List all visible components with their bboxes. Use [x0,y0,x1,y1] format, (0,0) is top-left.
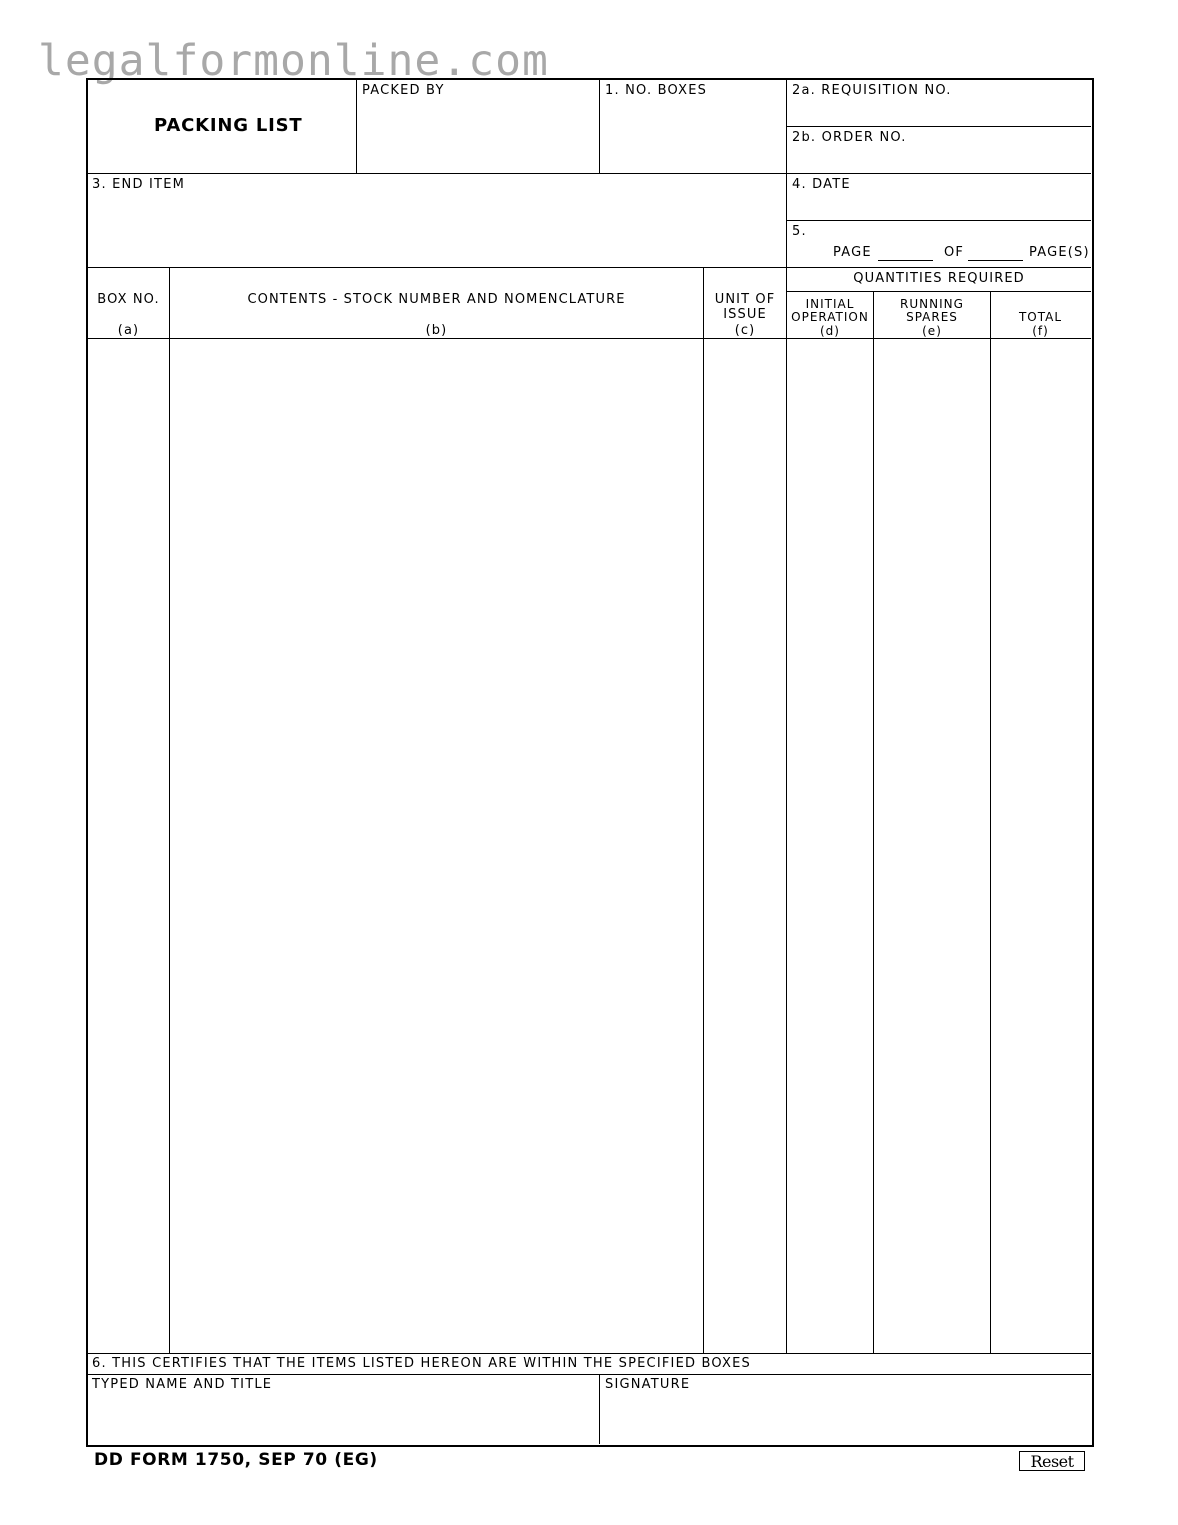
divider [599,1374,600,1444]
divider [787,220,1091,221]
col-contents-code: (b) [425,323,448,338]
quantities-required-header: QUANTITIES REQUIRED [853,271,1025,286]
of-label: OF [944,245,965,260]
divider [356,80,357,173]
total-pages-field[interactable] [968,244,1023,261]
form-number: DD FORM 1750, SEP 70 (EG) [94,1450,378,1470]
order-no-label: 2b. ORDER NO. [792,130,907,145]
signature-field[interactable] [605,1396,1090,1442]
divider [87,338,1091,339]
col-initial-code: (d) [820,324,840,338]
date-field[interactable] [792,194,1090,218]
typed-name-label: TYPED NAME AND TITLE [92,1377,273,1392]
packed-by-label: PACKED BY [362,83,445,98]
col-total-code: (f) [1032,324,1049,338]
requisition-no-field[interactable] [792,100,1090,124]
end-item-field[interactable] [92,194,784,264]
divider [786,80,787,267]
date-label: 4. DATE [792,177,851,192]
watermark-text: legalformonline.com [38,36,549,86]
field-5-label: 5. [792,224,807,239]
reset-button[interactable]: Reset [1019,1451,1085,1471]
page-label: PAGE [833,245,872,260]
divider [87,267,1091,268]
col-running-header-line1: RUNNING [900,297,964,311]
signature-label: SIGNATURE [605,1377,691,1392]
requisition-no-label: 2a. REQUISITION NO. [792,83,952,98]
divider [87,173,1091,174]
contents-column-field[interactable] [172,341,705,1354]
divider [599,80,600,173]
pages-label: PAGE(S) [1029,245,1090,260]
col-running-header-line2: SPARES [906,310,958,324]
initial-operation-column-field[interactable] [789,341,875,1354]
col-initial-header-line2: OPERATION [791,310,869,324]
end-item-label: 3. END ITEM [92,177,186,192]
page-number-field[interactable] [878,244,933,261]
col-total-header: TOTAL [1018,310,1063,324]
col-unit-header-line2: ISSUE [723,307,767,322]
unit-of-issue-column-field[interactable] [706,341,788,1354]
certification-text: 6. THIS CERTIFIES THAT THE ITEMS LISTED HEREON ARE WITHIN THE SPECIFIED BOXES [92,1356,751,1371]
divider [787,291,1091,292]
col-unit-code: (c) [734,323,756,338]
col-box-no-header: BOX NO. [97,292,160,307]
no-boxes-label: 1. NO. BOXES [605,83,708,98]
col-contents-header: CONTENTS - STOCK NUMBER AND NOMENCLATURE [247,292,626,307]
order-no-field[interactable] [792,147,1090,171]
divider [87,1374,1091,1375]
col-box-no-code: (a) [117,323,140,338]
col-running-code: (e) [922,324,942,338]
col-initial-header-line1: INITIAL [805,297,855,311]
running-spares-column-field[interactable] [876,341,992,1354]
typed-name-field[interactable] [92,1396,598,1442]
form-title: PACKING LIST [154,115,303,136]
box-no-column-field[interactable] [90,341,171,1354]
divider [787,126,1091,127]
no-boxes-field[interactable] [605,100,785,170]
col-unit-header-line1: UNIT OF [714,292,776,307]
total-column-field[interactable] [993,341,1092,1354]
packed-by-field[interactable] [362,100,598,170]
